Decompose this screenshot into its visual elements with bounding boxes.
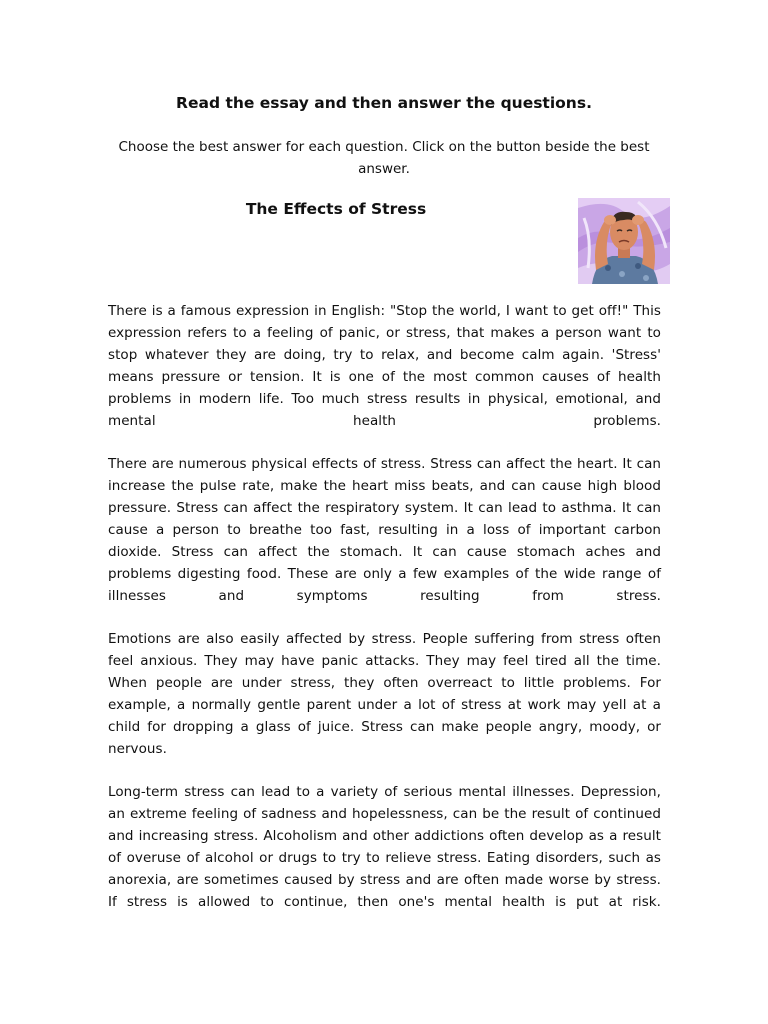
instructions-text: Choose the best answer for each question. Click on the button beside the best answer. bbox=[118, 139, 650, 177]
essay-title: The Effects of Stress bbox=[245, 200, 427, 218]
stressed-person-holding-head-icon bbox=[578, 198, 670, 284]
page-heading: Read the essay and then answer the questions. bbox=[176, 94, 592, 112]
essay-paragraph-3: Emotions are also easily affected by stress. People suffering from stress often feel anxious. They may have panic attacks. They may feel tired all the time. When people are under stress, they often overreact to little problems. For example, a normally gentle parent under a lot of stress at work may yell at a child for dropping a glass of juice. Stress can make people angry, moody, or nervous. bbox=[108, 631, 661, 757]
essay-paragraph-1: There is a famous expression in English: "Stop the world, I want to get off!" This expression refers to a feeling of panic, or stress, that makes a person want to stop whatever they are doing, try to relax, and become calm again. 'Stress' means pressure or tension. It is one of the most common causes of health problems in modern life. Too much stress results in physical, emotional, and mental health problems. bbox=[108, 303, 661, 429]
essay-paragraph-4: Long-term stress can lead to a variety of serious mental illnesses. Depression, an extreme feeling of sadness and hopelessness, can be the result of continued and increasing stress. Alcoholism and other addictions often develop as a result of overuse of alcohol or drugs to try to relieve stress. Eating disorders, such as anorexia, are sometimes caused by stress and are often made worse by stress. If stress is allowed to continue, then one's mental health is put at risk. bbox=[108, 784, 661, 910]
essay-paragraph-2: There are numerous physical effects of stress. Stress can affect the heart. It can increase the pulse rate, make the heart miss beats, and can cause high blood pressure. Stress can affect the respiratory system. It can lead to asthma. It can cause a person to breathe too fast, resulting in a loss of important carbon dioxide. Stress can affect the stomach. It can cause stomach aches and problems digesting food. These are only a few examples of the wide range of illnesses and symptoms resulting from stress. bbox=[108, 456, 661, 604]
essay-body bbox=[108, 300, 661, 934]
